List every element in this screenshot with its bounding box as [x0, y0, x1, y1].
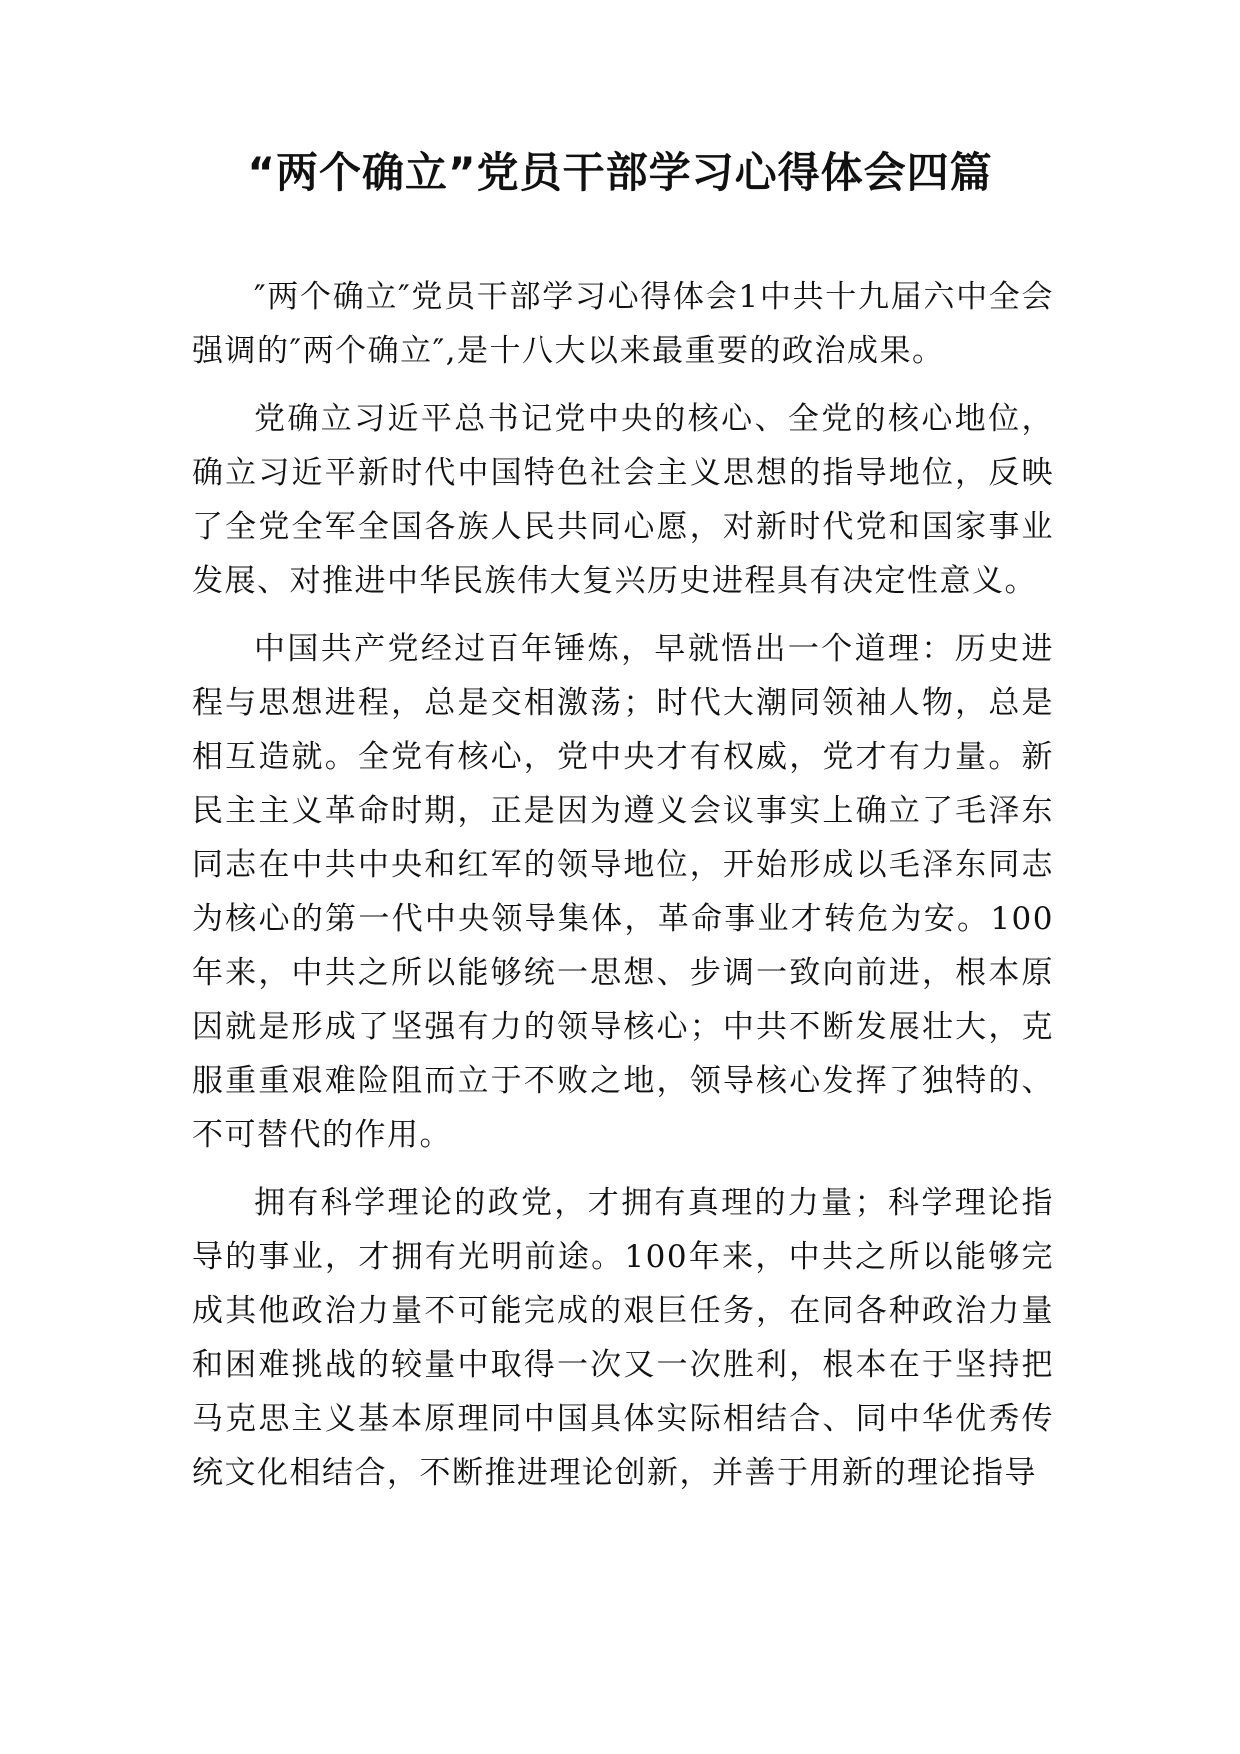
paragraph-3: 中国共产党经过百年锤炼，早就悟出一个道理：历史进程与思想进程，总是交相激荡；时代大潮同领袖人物，总是相互造就。全党有核心，党中央才有权威，党才有力量。新民主主义革命时期，正是因为遵义会议事实上确立了毛泽东同志在中共中央和红军的领导地位，开始形成以毛泽东同志为核心的第一代中央领导集体，革命事业才转危为安。100年来，中共之所以能够统一思想、步调一致向前进，根本原因就是形成了坚强有力的领导核心；中共不断发展壮大，克服重重艰难险阻而立于不败之地，领导核心发挥了独特的、不可替代的作用。	[192, 631, 1054, 1153]
paragraph-2: 党确立习近平总书记党中央的核心、全党的核心地位，确立习近平新时代中国特色社会主义思想的指导地位，反映了全党全军全国各族人民共同心愿，对新时代党和国家事业发展、对推进中华民族伟大复兴历史进程具有决定性意义。	[192, 401, 1054, 599]
document-title: “两个确立”党员干部学习心得体会四篇	[247, 148, 993, 197]
document-body	[192, 270, 1054, 1514]
paragraph-4: 拥有科学理论的政党，才拥有真理的力量；科学理论指导的事业，才拥有光明前途。100年来，中共之所以能够完成其他政治力量不可能完成的艰巨任务，在同各种政治力量和困难挑战的较量中取得一次又一次胜利，根本在于坚持把马克思主义基本原理同中国具体实际相结合、同中华优秀传统文化相结合，不断推进理论创新，并善于用新的理论指导	[192, 1185, 1054, 1491]
paragraph-1: ″两个确立″党员干部学习心得体会1中共十九届六中全会强调的″两个确立″,是十八大以来最重要的政治成果。	[192, 279, 1054, 369]
